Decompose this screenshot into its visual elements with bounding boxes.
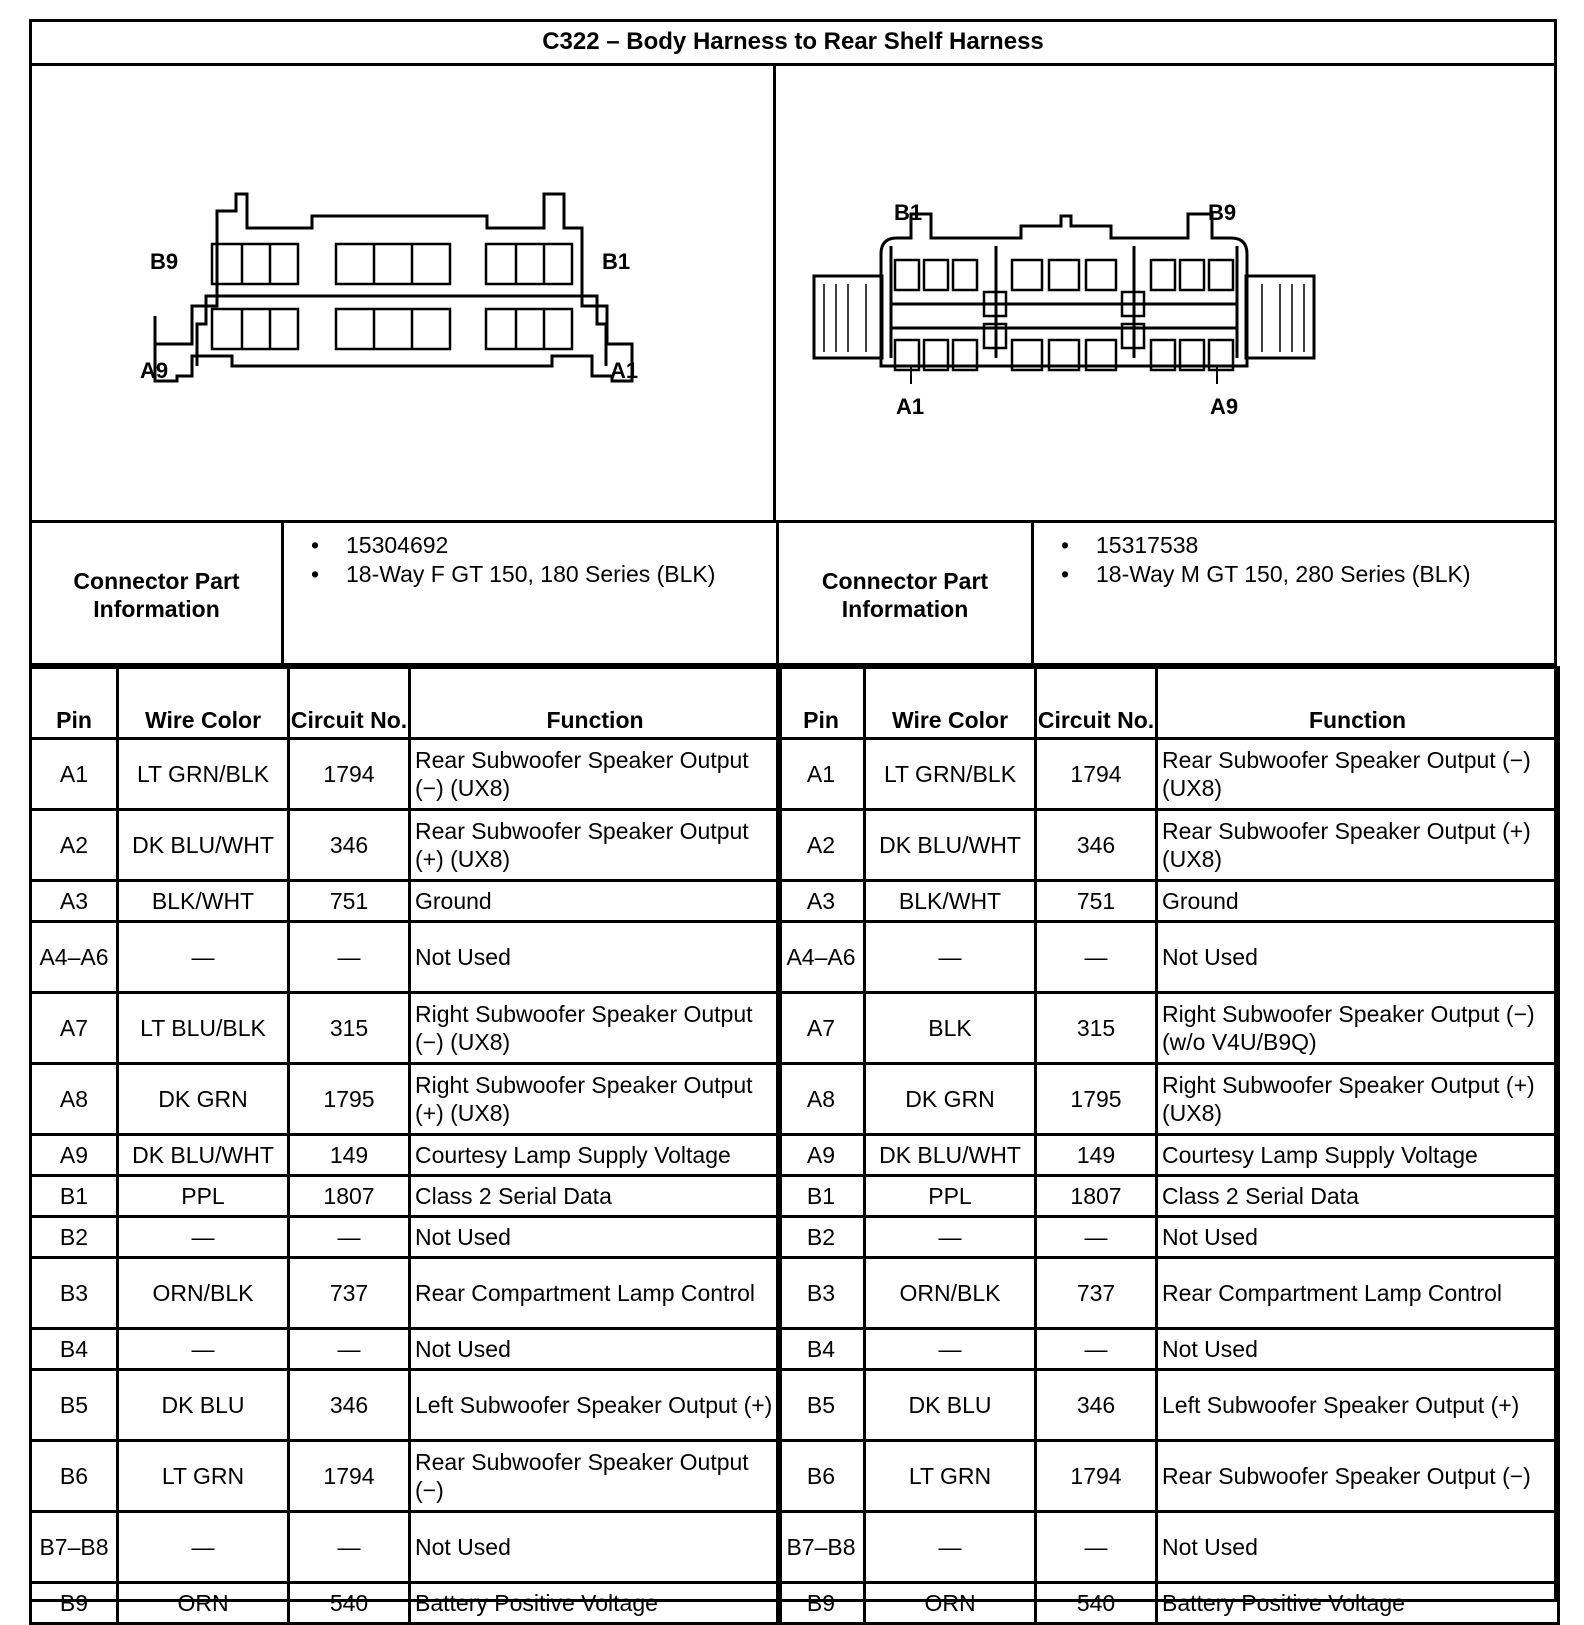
wire-color-cell: — (865, 922, 1036, 993)
wire-color-cell: PPL (118, 1176, 289, 1217)
circuit-cell: 1795 (1036, 1064, 1157, 1135)
wire-color-cell: BLK/WHT (865, 881, 1036, 922)
label-top-left: B1 (894, 200, 923, 225)
function-cell: Not Used (1157, 1217, 1559, 1258)
wire-color-cell: — (118, 1512, 289, 1583)
header-circuit: Circuit No. (1036, 668, 1157, 739)
function-cell: Class 2 Serial Data (1157, 1176, 1559, 1217)
pin-cell: A7 (778, 993, 865, 1064)
wire-color-cell: ORN/BLK (118, 1258, 289, 1329)
circuit-cell: — (289, 1512, 410, 1583)
wire-color-cell: DK GRN (865, 1064, 1036, 1135)
circuit-cell: 149 (289, 1135, 410, 1176)
function-cell: Not Used (1157, 922, 1559, 993)
function-cell: Battery Positive Voltage (1157, 1583, 1559, 1624)
function-cell: Not Used (1157, 1329, 1559, 1370)
wire-color-cell: ORN/BLK (865, 1258, 1036, 1329)
pin-cell: B4 (778, 1329, 865, 1370)
circuit-cell: 1794 (1036, 739, 1157, 810)
header-wire-color: Wire Color (865, 668, 1036, 739)
circuit-cell: 315 (289, 993, 410, 1064)
table-row (31, 1441, 781, 1512)
table-row (778, 1217, 1559, 1258)
pin-cell: B2 (778, 1217, 865, 1258)
function-cell: Class 2 Serial Data (410, 1176, 781, 1217)
label-top-right: B1 (602, 249, 631, 274)
circuit-cell: — (289, 922, 410, 993)
wire-color-cell: — (118, 1329, 289, 1370)
circuit-cell: 1794 (289, 739, 410, 810)
circuit-cell: — (1036, 1329, 1157, 1370)
pin-cell: B6 (31, 1441, 118, 1512)
pin-cell: A9 (778, 1135, 865, 1176)
wire-color-cell: DK GRN (118, 1064, 289, 1135)
pin-cell: A7 (31, 993, 118, 1064)
function-cell: Right Subwoofer Speaker Output (+) (UX8) (1157, 1064, 1559, 1135)
function-cell: Not Used (410, 1329, 781, 1370)
right-pin-table (776, 666, 1560, 1625)
male-connector-drawing (776, 66, 1554, 520)
left-info-label: Connector Part Information (32, 523, 284, 666)
pin-cell: A9 (31, 1135, 118, 1176)
circuit-cell: 1795 (289, 1064, 410, 1135)
circuit-cell: 315 (1036, 993, 1157, 1064)
circuit-cell: 1807 (1036, 1176, 1157, 1217)
wire-color-cell: DK BLU (865, 1370, 1036, 1441)
pin-cell: A3 (778, 881, 865, 922)
function-cell: Right Subwoofer Speaker Output (−) (w/o V4U/B9Q) (1157, 993, 1559, 1064)
circuit-cell: — (1036, 1512, 1157, 1583)
function-cell: Ground (410, 881, 781, 922)
pin-cell: A8 (31, 1064, 118, 1135)
label-top-right: B9 (1208, 200, 1237, 225)
header-wire-color: Wire Color (118, 668, 289, 739)
left-info-list: • 15304692 • 18-Way F GT 150, 180 Series (BLK) (310, 532, 716, 587)
header-circuit: Circuit No. (289, 668, 410, 739)
table-row (778, 881, 1559, 922)
label-top-left: B9 (150, 249, 179, 274)
function-cell: Ground (1157, 881, 1559, 922)
pin-cell: B4 (31, 1329, 118, 1370)
wire-color-cell: DK BLU/WHT (865, 1135, 1036, 1176)
circuit-cell: 346 (289, 1370, 410, 1441)
female-connector-drawing (32, 66, 776, 520)
table-row (778, 993, 1559, 1064)
circuit-cell: 1794 (1036, 1441, 1157, 1512)
wire-color-cell: DK BLU/WHT (865, 810, 1036, 881)
wire-color-cell: DK BLU/WHT (118, 810, 289, 881)
label-bottom-left: A1 (896, 394, 925, 419)
table-row (31, 1217, 781, 1258)
table-row (31, 1176, 781, 1217)
header-function: Function (410, 668, 781, 739)
pin-cell: B9 (778, 1583, 865, 1624)
wire-color-cell: — (118, 1217, 289, 1258)
circuit-cell: 540 (1036, 1583, 1157, 1624)
function-cell: Not Used (1157, 1512, 1559, 1583)
pin-cell: B6 (778, 1441, 865, 1512)
pin-cell: B5 (778, 1370, 865, 1441)
right-connector-diagram (776, 66, 1554, 520)
circuit-cell: 751 (1036, 881, 1157, 922)
function-cell: Not Used (410, 922, 781, 993)
left-part-description: 18-Way F GT 150, 180 Series (BLK) (346, 561, 716, 587)
circuit-cell: 149 (1036, 1135, 1157, 1176)
left-connector-diagram (32, 66, 776, 520)
table-row (31, 1064, 781, 1135)
wire-color-cell: ORN (118, 1583, 289, 1624)
table-row (31, 881, 781, 922)
function-cell: Rear Subwoofer Speaker Output (−) (UX8) (410, 739, 781, 810)
pin-cell: B7–B8 (778, 1512, 865, 1583)
pin-cell: B9 (31, 1583, 118, 1624)
pin-cell: B3 (778, 1258, 865, 1329)
function-cell: Rear Subwoofer Speaker Output (−) (1157, 1441, 1559, 1512)
pin-cell: B1 (778, 1176, 865, 1217)
pin-cell: A4–A6 (778, 922, 865, 993)
function-cell: Not Used (410, 1512, 781, 1583)
right-connector-info (779, 523, 1554, 666)
right-info-list: • 15317538 • 18-Way M GT 150, 280 Series (BLK) (1060, 532, 1471, 587)
table-row (778, 810, 1559, 881)
label-bottom-right: A9 (1210, 394, 1239, 419)
table-row (31, 1329, 781, 1370)
circuit-cell: 346 (289, 810, 410, 881)
wire-color-cell: DK BLU (118, 1370, 289, 1441)
wire-color-cell: BLK/WHT (118, 881, 289, 922)
table-row (778, 1583, 1559, 1624)
wire-color-cell: BLK (865, 993, 1036, 1064)
pin-cell: B2 (31, 1217, 118, 1258)
function-cell: Right Subwoofer Speaker Output (−) (UX8) (410, 993, 781, 1064)
pin-cell: A1 (778, 739, 865, 810)
connector-document (29, 19, 1557, 1616)
circuit-cell: 346 (1036, 810, 1157, 881)
function-cell: Right Subwoofer Speaker Output (+) (UX8) (410, 1064, 781, 1135)
wire-color-cell: — (865, 1512, 1036, 1583)
table-row (778, 739, 1559, 810)
function-cell: Left Subwoofer Speaker Output (+) (1157, 1370, 1559, 1441)
circuit-cell: 1807 (289, 1176, 410, 1217)
table-row (31, 739, 781, 810)
pin-cell: A1 (31, 739, 118, 810)
pin-cell: B7–B8 (31, 1512, 118, 1583)
pin-cell: B1 (31, 1176, 118, 1217)
table-row (778, 1258, 1559, 1329)
pin-cell: A3 (31, 881, 118, 922)
wire-color-cell: PPL (865, 1176, 1036, 1217)
table-row (778, 1370, 1559, 1441)
wire-color-cell: LT GRN/BLK (118, 739, 289, 810)
header-pin: Pin (31, 668, 118, 739)
pin-cell: A2 (31, 810, 118, 881)
pin-cell: A4–A6 (31, 922, 118, 993)
pin-cell: B5 (31, 1370, 118, 1441)
circuit-cell: 540 (289, 1583, 410, 1624)
wire-color-cell: — (865, 1217, 1036, 1258)
table-row (778, 922, 1559, 993)
circuit-cell: 751 (289, 881, 410, 922)
table-row (31, 1135, 781, 1176)
function-cell: Rear Compartment Lamp Control (1157, 1258, 1559, 1329)
circuit-cell: 346 (1036, 1370, 1157, 1441)
table-row (778, 1512, 1559, 1583)
wire-color-cell: ORN (865, 1583, 1036, 1624)
circuit-cell: — (289, 1329, 410, 1370)
left-pin-table (29, 666, 782, 1625)
table-row (31, 1583, 781, 1624)
table-row (778, 1441, 1559, 1512)
table-row (31, 1512, 781, 1583)
function-cell: Not Used (410, 1217, 781, 1258)
right-info-label: Connector Part Information (779, 523, 1034, 666)
function-cell: Courtesy Lamp Supply Voltage (410, 1135, 781, 1176)
left-connector-info (32, 523, 776, 666)
table-row (31, 922, 781, 993)
circuit-cell: 737 (1036, 1258, 1157, 1329)
function-cell: Rear Subwoofer Speaker Output (+) (UX8) (410, 810, 781, 881)
wire-color-cell: DK BLU/WHT (118, 1135, 289, 1176)
wire-color-cell: LT GRN (118, 1441, 289, 1512)
wire-color-cell: LT BLU/BLK (118, 993, 289, 1064)
function-cell: Rear Subwoofer Speaker Output (+) (UX8) (1157, 810, 1559, 881)
label-bottom-right: A1 (610, 358, 639, 383)
function-cell: Rear Subwoofer Speaker Output (−) (410, 1441, 781, 1512)
wire-color-cell: — (118, 922, 289, 993)
table-row (31, 810, 781, 881)
table-row (31, 993, 781, 1064)
wire-color-cell: LT GRN (865, 1441, 1036, 1512)
table-row (778, 1176, 1559, 1217)
circuit-cell: 737 (289, 1258, 410, 1329)
table-row (778, 1329, 1559, 1370)
circuit-cell: — (1036, 922, 1157, 993)
wire-color-cell: LT GRN/BLK (865, 739, 1036, 810)
function-cell: Courtesy Lamp Supply Voltage (1157, 1135, 1559, 1176)
circuit-cell: 1794 (289, 1441, 410, 1512)
circuit-cell: — (289, 1217, 410, 1258)
header-pin: Pin (778, 668, 865, 739)
function-cell: Rear Compartment Lamp Control (410, 1258, 781, 1329)
right-part-description: 18-Way M GT 150, 280 Series (BLK) (1096, 561, 1471, 587)
function-cell: Left Subwoofer Speaker Output (+) (410, 1370, 781, 1441)
pin-cell: A2 (778, 810, 865, 881)
table-row (31, 1370, 781, 1441)
pin-cell: B3 (31, 1258, 118, 1329)
document-title: C322 – Body Harness to Rear Shelf Harness (32, 22, 1554, 66)
table-row (31, 1258, 781, 1329)
left-part-number: 15304692 (346, 532, 449, 558)
wire-color-cell: — (865, 1329, 1036, 1370)
circuit-cell: — (1036, 1217, 1157, 1258)
right-part-number: 15317538 (1096, 532, 1199, 558)
header-function: Function (1157, 668, 1559, 739)
function-cell: Rear Subwoofer Speaker Output (−) (UX8) (1157, 739, 1559, 810)
table-row (778, 1135, 1559, 1176)
pin-cell: A8 (778, 1064, 865, 1135)
label-bottom-left: A9 (140, 358, 169, 383)
function-cell: Battery Positive Voltage (410, 1583, 781, 1624)
table-row (778, 1064, 1559, 1135)
